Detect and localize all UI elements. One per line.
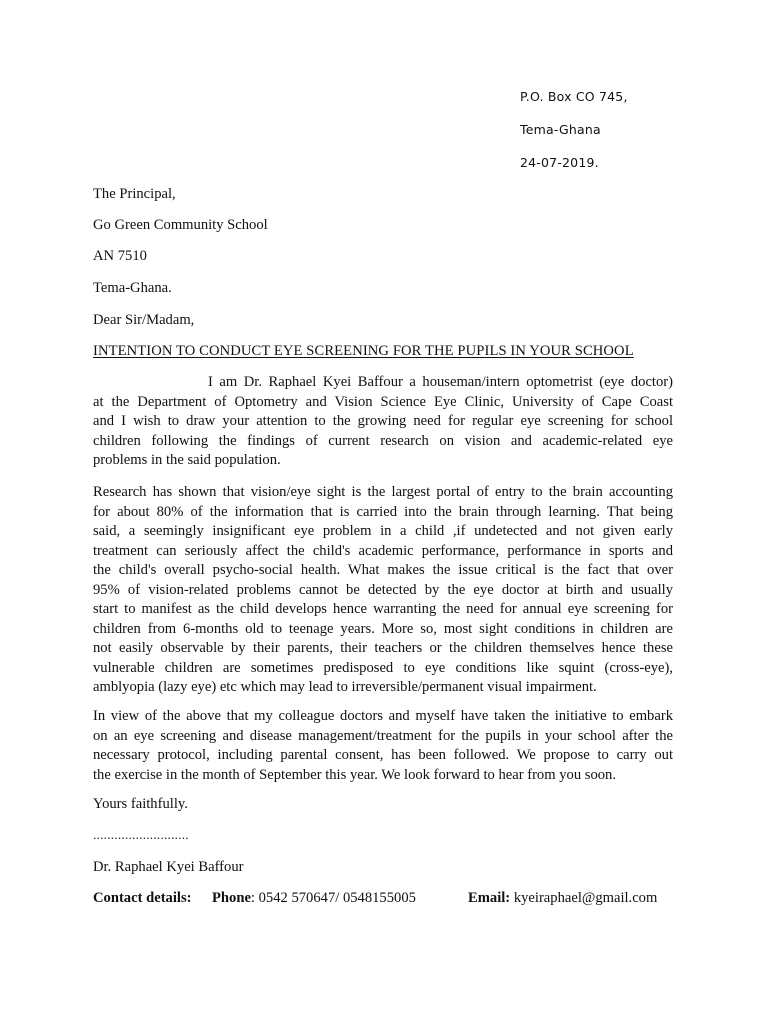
paragraph-introduction [93,373,673,471]
text-line: start to manifest as the child develops hence warranting the need for annual eye screening for [93,601,673,617]
letter-date: 24-07-2019. [520,155,599,170]
signature-line: ........................... [93,827,189,842]
text-line: children from 6-months old to teenage years. More so, most sight conditions in children are [93,620,673,637]
email-label: Email: [468,890,511,906]
signer-name: Dr. Raphael Kyei Baffour [93,859,244,875]
text-line: and I wish to draw your attention to the growing need for regular eye screening for school [93,413,673,429]
text-line: children following the findings of current research on vision and academic-related eye [93,432,673,449]
recipient-school: Go Green Community School [93,217,268,233]
text-line: In view of the above that my colleague doctors and myself have taken the initiative to embark [93,708,673,724]
paragraph-proposal [93,707,673,785]
text-line: 95% of vision-related problems cannot be detected by the eye doctor at birth and usually [93,581,673,598]
sender-po-box: P.O. Box CO 745, [520,89,628,104]
text-line: I am Dr. Raphael Kyei Baffour a houseman/intern optometrist (eye doctor) [208,374,673,390]
text-line: on an eye screening and disease management/treatment for the pupils in your school after the [93,727,673,744]
paragraph-research [93,483,673,698]
text-line: treatment can seriously affect the child's academic performance, performance in sports and [93,542,673,559]
recipient-title: The Principal, [93,186,176,202]
text-line: vulnerable children are sometimes predisposed to eye conditions like squint (cross-eye), [93,659,673,676]
text-line: at the Department of Optometry and Vision Science Eye Clinic, University of Cape Coast [93,393,673,410]
contact-label: Contact details: [93,890,192,906]
email-info [468,890,657,907]
closing: Yours faithfully. [93,796,188,812]
email-value: kyeiraphael@gmail.com [510,890,658,906]
text-line: Research has shown that vision/eye sight is the largest portal of entry to the brain accounting [93,484,673,500]
text-line: for about 80% of the information that is carried into the brain through learning. That being [93,503,673,520]
text-line: not easily observable by their parents, their teachers or the children themselves hence these [93,640,673,656]
letter-subject: INTENTION TO CONDUCT EYE SCREENING FOR THE PUPILS IN YOUR SCHOOL [93,343,634,359]
salutation: Dear Sir/Madam, [93,312,195,328]
text-line: the child's overall psycho-social health. What makes the issue critical is the fact that over [93,562,673,578]
sender-city: Tema-Ghana [520,122,601,137]
text-line: amblyopia (lazy eye) etc which may lead to irreversible/permanent visual impairment. [93,679,597,695]
text-line: said, a seemingly insignificant eye problem in a child ,if undetected and not given early [93,523,673,539]
text-line: necessary protocol, including parental consent, has been followed. We propose to carry out [93,747,673,763]
recipient-code: AN 7510 [93,248,147,264]
phone-info [212,890,416,907]
text-line: the exercise in the month of September this year. We look forward to hear from you soon. [93,766,616,783]
phone-value: : 0542 570647/ 0548155005 [250,890,416,906]
recipient-city: Tema-Ghana. [93,280,172,296]
phone-label: Phone [212,890,251,906]
text-line: problems in the said population. [93,452,281,468]
